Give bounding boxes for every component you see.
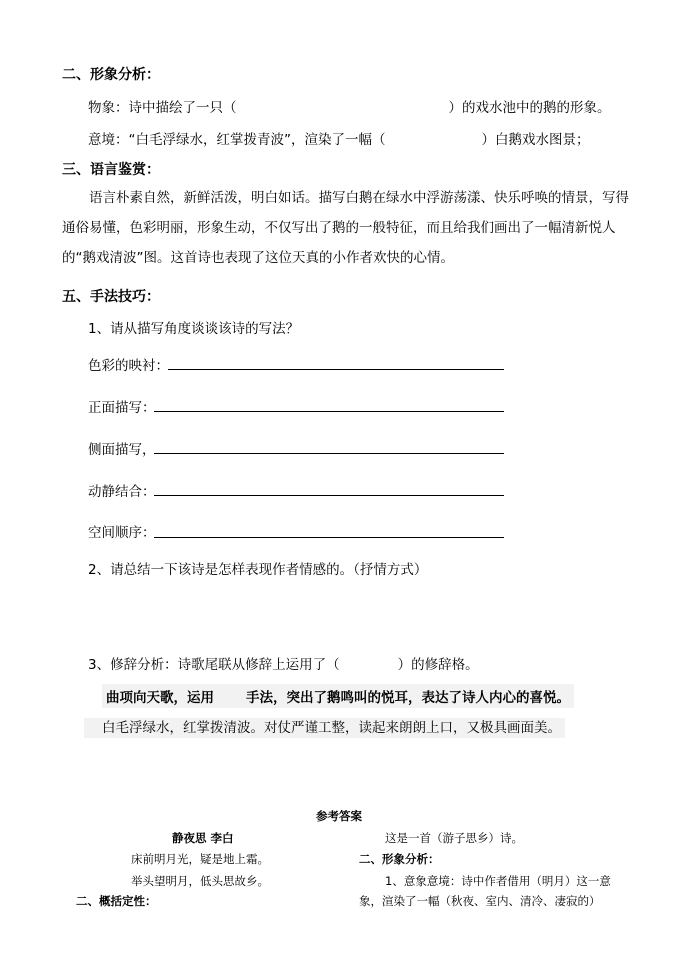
rhetoric-note-1-prefix: 曲项向天歌，运用 bbox=[106, 690, 214, 706]
field-label-motion: 动静结合： bbox=[88, 484, 156, 500]
answer-line-front[interactable] bbox=[154, 411, 504, 412]
answer-line-side[interactable] bbox=[154, 453, 504, 454]
poem-line-2: 举头望明月，低头思故乡。 bbox=[131, 874, 269, 888]
question-2: 2、请总结一下该诗是怎样表现作者情感的。（抒情方式） bbox=[88, 562, 428, 578]
language-paragraph-text: 语言朴素自然，新鲜活泼，明白如话。描写白鹅在绿水中浮游荡漾、快乐呼唤的情景，写得通俗易懂，色彩明丽，形象生动，不仅写出了鹅的一般特征，而且给我们画出了一幅清新悦人的“鹅戏清波”图。这首诗也表现了这位天真的小作者欢快的心情。 bbox=[62, 190, 629, 266]
question-1: 1、请从描写角度谈谈该诗的写法？ bbox=[88, 321, 300, 337]
wuxiang-suffix: ）的戏水池中的鹅的形象。 bbox=[448, 100, 611, 116]
field-label-space: 空间顺序： bbox=[88, 525, 156, 541]
answers-left-heading: 二、概括定性： bbox=[76, 894, 157, 908]
answers-title: 参考答案 bbox=[316, 809, 362, 823]
field-label-front: 正面描写： bbox=[88, 400, 156, 416]
yijing-suffix: ）白鹅戏水图景； bbox=[481, 132, 590, 148]
field-label-side: 侧面描写， bbox=[88, 442, 156, 458]
yijing-prefix: 意境：“白毛浮绿水，红掌拨青波”，渲染了一幅（ bbox=[88, 132, 386, 148]
poem-line-1: 床前明月光，疑是地上霜。 bbox=[131, 852, 269, 866]
field-label-color: 色彩的映衬： bbox=[88, 358, 169, 374]
yijing-line bbox=[88, 128, 590, 148]
section-heading-technique: 五、手法技巧： bbox=[62, 289, 160, 305]
answer-line-space[interactable] bbox=[154, 537, 504, 538]
language-paragraph bbox=[62, 183, 632, 273]
question-3 bbox=[88, 653, 479, 673]
answer-right-line-3: 象，渲染了一幅（秋夜、室内、清冷、凄寂的） bbox=[359, 894, 601, 908]
question-3-prefix: 3、修辞分析：诗歌尾联从修辞上运用了（ bbox=[88, 657, 340, 673]
rhetoric-note-2 bbox=[84, 716, 565, 736]
answer-line-motion[interactable] bbox=[154, 495, 504, 496]
answers-right-heading: 二、形象分析： bbox=[359, 852, 440, 866]
question-3-suffix: ）的修辞格。 bbox=[397, 657, 479, 673]
section-heading-language: 三、语言鉴赏： bbox=[62, 162, 160, 178]
poem-title: 静夜思 李白 bbox=[172, 831, 234, 845]
wuxiang-prefix: 物象：诗中描绘了一只（ bbox=[88, 100, 237, 116]
section-heading-image-analysis: 二、形象分析： bbox=[62, 67, 160, 83]
rhetoric-note-1 bbox=[102, 684, 574, 708]
wuxiang-line bbox=[88, 96, 611, 116]
answer-right-line-2: 1、意象意境：诗中作者借用（明月）这一意 bbox=[385, 874, 611, 888]
rhetoric-note-1-suffix: 手法，突出了鹅鸣叫的悦耳，表达了诗人内心的喜悦。 bbox=[246, 690, 570, 706]
answer-line-color[interactable] bbox=[168, 369, 504, 370]
rhetoric-note-2-text: 白毛浮绿水，红掌拨清波。对仗严谨工整，读起来朗朗上口，又极具画面美。 bbox=[84, 718, 565, 738]
answer-right-line-1: 这是一首（游子思乡）诗。 bbox=[385, 831, 523, 845]
